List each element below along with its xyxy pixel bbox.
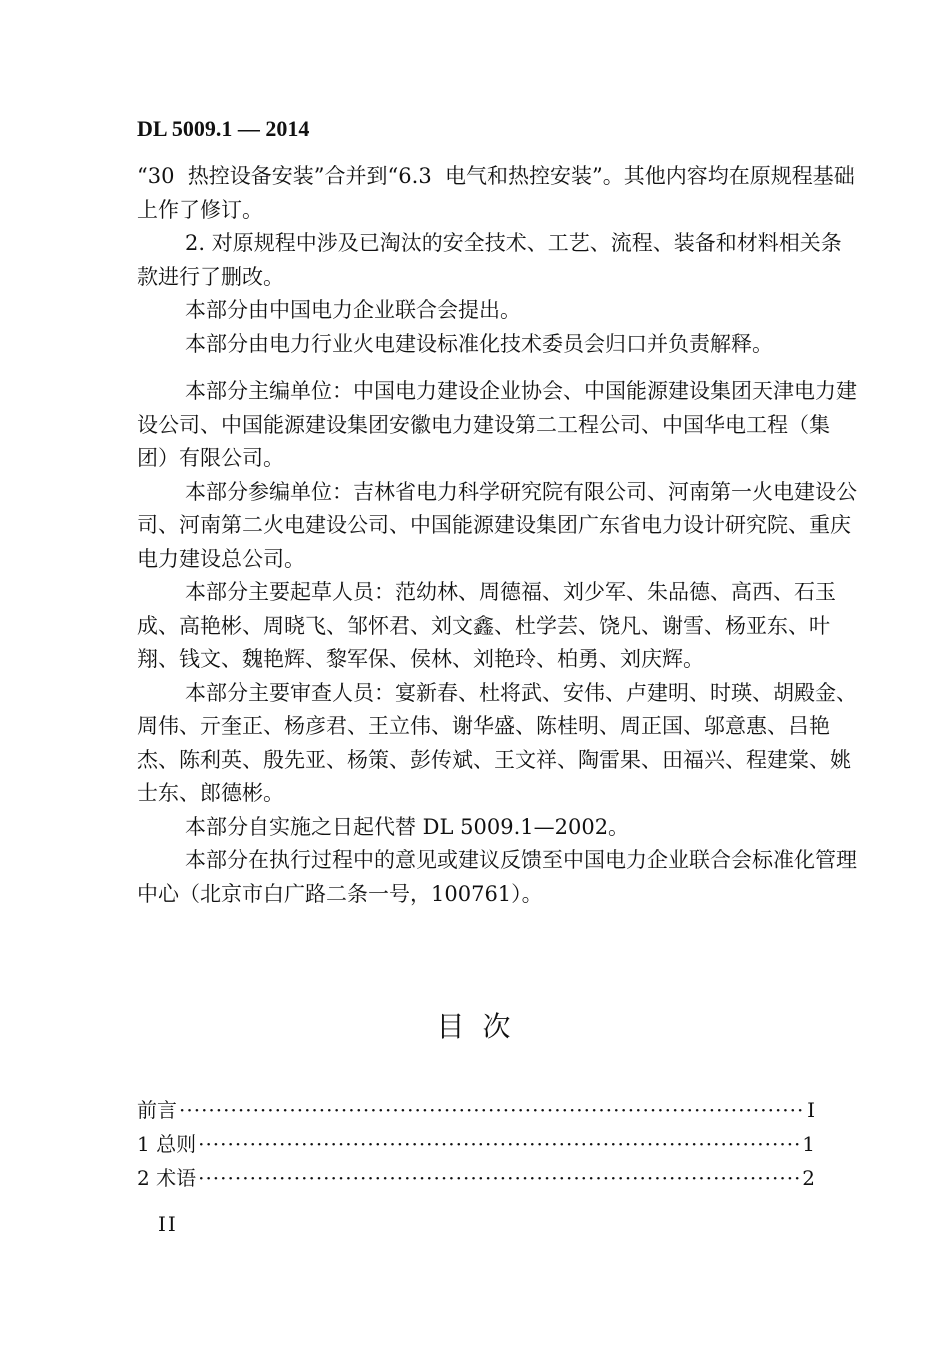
- toc-entry-preface[interactable]: [137, 1094, 815, 1128]
- paragraph-feedback: 本部分在执行过程中的意见或建议反馈至中国电力企业联合会标准化管理中心（北京市白广路二条一号，100761）。: [137, 848, 857, 906]
- paragraph-merge-note: “30 热控设备安装”合并到“6.3 电气和热控安装”。其他内容均在原规程基础上作了修订。: [137, 164, 855, 222]
- toc-entry-label: 前言: [137, 1098, 177, 1122]
- paragraph-replaces: 本部分自实施之日起代替 DL 5009.1—2002。: [185, 814, 630, 839]
- toc-title: 目次: [436, 1010, 529, 1043]
- toc-entry-general[interactable]: [137, 1128, 815, 1162]
- paragraph-drafters: 本部分主要起草人员：范幼林、周德福、刘少军、朱品德、高西、石玉成、高艳彬、周晓飞、邹怀君、刘文鑫、杜学芸、饶凡、谢雪、杨亚东、叶翔、钱文、魏艳辉、黎军保、侯林、刘艳玲、柏勇、刘庆辉。: [137, 580, 836, 671]
- toc-leader-dots: [198, 1132, 800, 1156]
- preface-body: [137, 160, 857, 911]
- paragraph-gap: [137, 361, 857, 375]
- paragraph-proposer: 本部分由中国电力企业联合会提出。: [185, 298, 521, 322]
- toc-entry-page: 2: [802, 1166, 815, 1190]
- page-number: II: [158, 1212, 178, 1236]
- paragraph-deletion-note: 2. 对原规程中涉及已淘汰的安全技术、工艺、流程、装备和材料相关条款进行了删改。: [137, 231, 842, 289]
- paragraph-chief-editors: 本部分主编单位：中国电力建设企业协会、中国能源建设集团天津电力建设公司、中国能源建设集团安徽电力建设第二工程公司、中国华电工程（集团）有限公司。: [137, 379, 857, 470]
- toc-leader-dots: [179, 1098, 805, 1122]
- paragraph-participating-units: 本部分参编单位：吉林省电力科学研究院有限公司、河南第一火电建设公司、河南第二火电建设公司、中国能源建设集团广东省电力设计研究院、重庆电力建设总公司。: [137, 479, 857, 571]
- table-of-contents: [137, 1094, 815, 1196]
- toc-entry-label: 1 总则: [137, 1132, 197, 1156]
- paragraph-responsible-committee: 本部分由电力行业火电建设标准化技术委员会归口并负责解释。: [185, 331, 773, 356]
- toc-entry-label: 2 术语: [137, 1166, 197, 1190]
- toc-entry-page: Ⅰ: [807, 1098, 815, 1122]
- toc-entry-page: 1: [802, 1132, 815, 1156]
- document-code-header: DL 5009.1 — 2014: [137, 116, 310, 141]
- toc-entry-terms[interactable]: [137, 1162, 815, 1196]
- toc-leader-dots: [198, 1166, 800, 1190]
- paragraph-reviewers: 本部分主要审查人员：宴新春、杜将武、安伟、卢建明、时瑛、胡殿金、周伟、亓奎正、杨彦君、王立伟、谢华盛、陈桂明、周正国、邬意惠、吕艳杰、陈利英、殷先亚、杨策、彭传斌、王文祥、陶雷果、田福兴、程建棠、姚士东、郎德彬。: [137, 680, 857, 805]
